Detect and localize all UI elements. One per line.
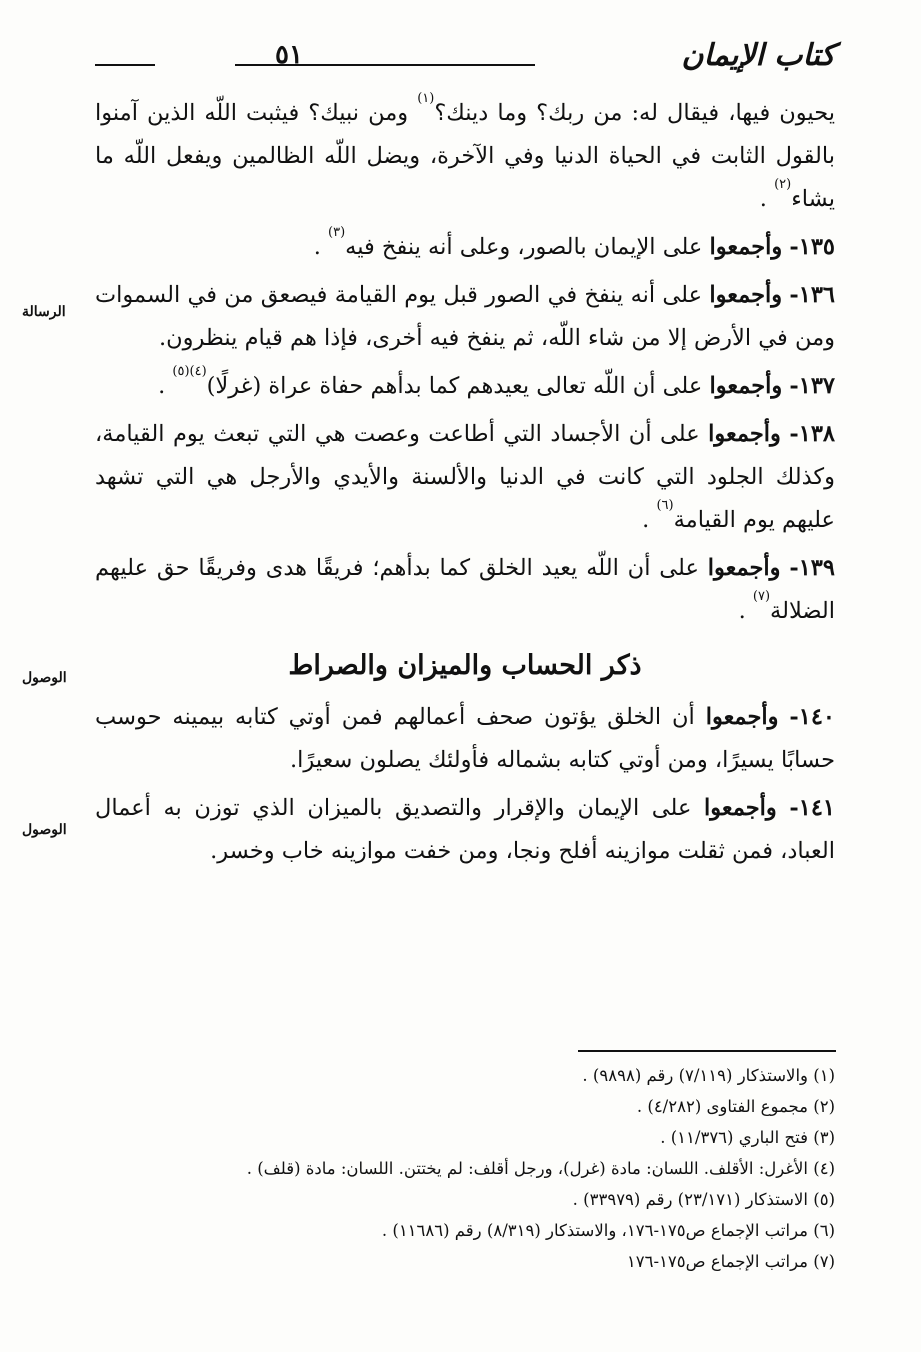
paragraph-140 [95,696,835,782]
paragraph-number: ١٣٥- [789,234,835,260]
page-number: ٥١ [275,40,303,70]
footnote-ref[interactable]: (٧) [752,589,771,604]
footnote-7: (٧) مراتب الإجماع ص١٧٥-١٧٦ [626,1252,835,1271]
paragraph-text: على الإيمان بالصور، وعلى أنه ينفخ فيه [345,234,710,260]
paragraph-137: ١٣٧- وأجمعوا على أن اللّه تعالى يعيدهم كما بدأهم حفاة عراة (غرلًا)$^{(٤)(٥)}$ . [158,364,835,399]
paragraph-keyword: وأجمعوا [705,704,779,730]
paragraph-135: ١٣٥- وأجمعوا على الإيمان بالصور، وعلى أنه ينفخ فيه$^{(٣)}$ . [313,225,835,260]
paragraph-keyword: وأجمعوا [709,234,783,260]
footnote-ref[interactable]: (٦) [656,498,674,513]
paragraph-text: على أن الأجساد التي أطاعت وعصت هي التي تبعث يوم القيامة، وكذلك الجلود التي كانت في الدنيا والألسنة والأيدي والأرجل هي التي تشهد عليهم يوم القيامة [95,421,835,533]
page-header [95,32,835,82]
footnote-6: (٦) مراتب الإجماع ص١٧٥-١٧٦، والاستذكار (٨/٣١٩) رقم (١١٦٨٦) . [381,1221,835,1240]
section-heading: ذكر الحساب والميزان والصراط [288,650,642,681]
paragraph-keyword: وأجمعوا [707,555,781,581]
continuation-paragraph: يحيون فيها، فيقال له: من ربك؟ وما دينك؟$^{(١)}$ ومن نبيك؟ فيثبت اللّه الذين آمنوا بالقول الثابت في الحياة الدنيا وفي الآخرة، ويضل اللّه الظالمين ويفعل اللّه ما يشاء$^{(٢)}$ . [95,91,835,212]
continuation-text-2: ومن نبيك؟ فيثبت اللّه الذين آمنوا بالقول الثابت في الحياة الدنيا وفي الآخرة، ويضل اللّه الظالمين ويفعل اللّه ما يشاء [95,100,835,212]
header-rule-middle [235,64,535,66]
footnote-ref[interactable]: (١) [417,91,435,106]
paragraph-text: على أنه ينفخ في الصور قبل يوم القيامة فيصعق من في السموات ومن في الأرض إلا من شاء اللّه، ثم ينفخ فيه أخرى، فإذا هم قيام ينظرون. [95,282,835,351]
paragraph-keyword: وأجمعوا [709,373,783,399]
paragraph-139: ١٣٩- وأجمعوا على أن اللّه يعيد الخلق كما بدأهم؛ فريقًا هدى وفريقًا حق عليهم الضلالة$^{(٧)}$ . [95,555,835,624]
footnote-ref[interactable]: (٢) [774,177,792,192]
paragraph-number: ١٣٦- [789,282,835,308]
footnote-ref[interactable]: (٣) [328,225,346,240]
running-title: كتاب الإيمان [681,38,835,73]
paragraph-number: ١٣٨- [789,421,835,447]
footnote-1: (١) والاستذكار (٧/١١٩) رقم (٩٨٩٨) . [582,1066,835,1085]
continuation-text: يحيون فيها، فيقال له: من ربك؟ وما دينك؟ [434,100,835,126]
paragraph-number: ١٤٠- [789,704,836,730]
footnote-4: (٤) الأغرل: الأقلف. اللسان: مادة (غرل)، ورجل أقلف: لم يختتن. اللسان: مادة (قلف) . [246,1159,835,1178]
footnote-5: (٥) الاستذكار (٢٣/١٧١) رقم (٣٣٩٧٩) . [572,1190,835,1209]
paragraph-text: على أن اللّه يعيد الخلق كما بدأهم؛ فريقًا هدى وفريقًا حق عليهم الضلالة [95,555,835,624]
paragraph-number: ١٣٧- [789,373,835,399]
footnote-ref[interactable]: (٤)(٥) [172,364,207,379]
paragraph-keyword: وأجمعوا [708,421,781,447]
paragraph-keyword: وأجمعوا [709,282,783,308]
paragraph-number: ١٤١- [789,795,835,821]
margin-note-wusul: الوصول [22,670,67,686]
footnote-separator [578,1050,836,1052]
margin-note-wusul-2: الوصول [22,822,67,838]
paragraph-141 [95,787,835,873]
paragraph-136 [95,274,835,360]
paragraph-text: على الإيمان والإقرار والتصديق بالميزان الذي توزن به أعمال العباد، فمن ثقلت موازينه أفلح ونجا، ومن خفت موازينه خاب وخسر. [95,795,835,864]
paragraph-text: على أن اللّه تعالى يعيدهم كما بدأهم حفاة عراة (غرلًا) [206,373,710,399]
paragraph-number: ١٣٩- [789,555,835,581]
body-text [95,92,835,878]
paragraph-keyword: وأجمعوا [704,795,777,821]
paragraph-138: ١٣٨- وأجمعوا على أن الأجساد التي أطاعت وعصت هي التي تبعث يوم القيامة، وكذلك الجلود التي كانت في الدنيا والألسنة والأيدي والأرجل هي التي تشهد عليهم يوم القيامة$^{(٦)}$ . [95,421,835,533]
paragraph-text: أن الخلق يؤتون صحف أعمالهم فمن أوتي كتابه بيمينه حوسب حسابًا يسيرًا، ومن أوتي كتابه بشماله فأولئك يصلون سعيرًا. [95,704,835,773]
margin-note-risala: الرسالة [22,304,66,320]
header-rule-left [95,64,155,66]
footnote-3: (٣) فتح الباري (١١/٣٧٦) . [660,1128,835,1147]
footnotes [85,1060,835,1277]
footnote-2: (٢) مجموع الفتاوى (٤/٢٨٢) . [636,1097,835,1116]
